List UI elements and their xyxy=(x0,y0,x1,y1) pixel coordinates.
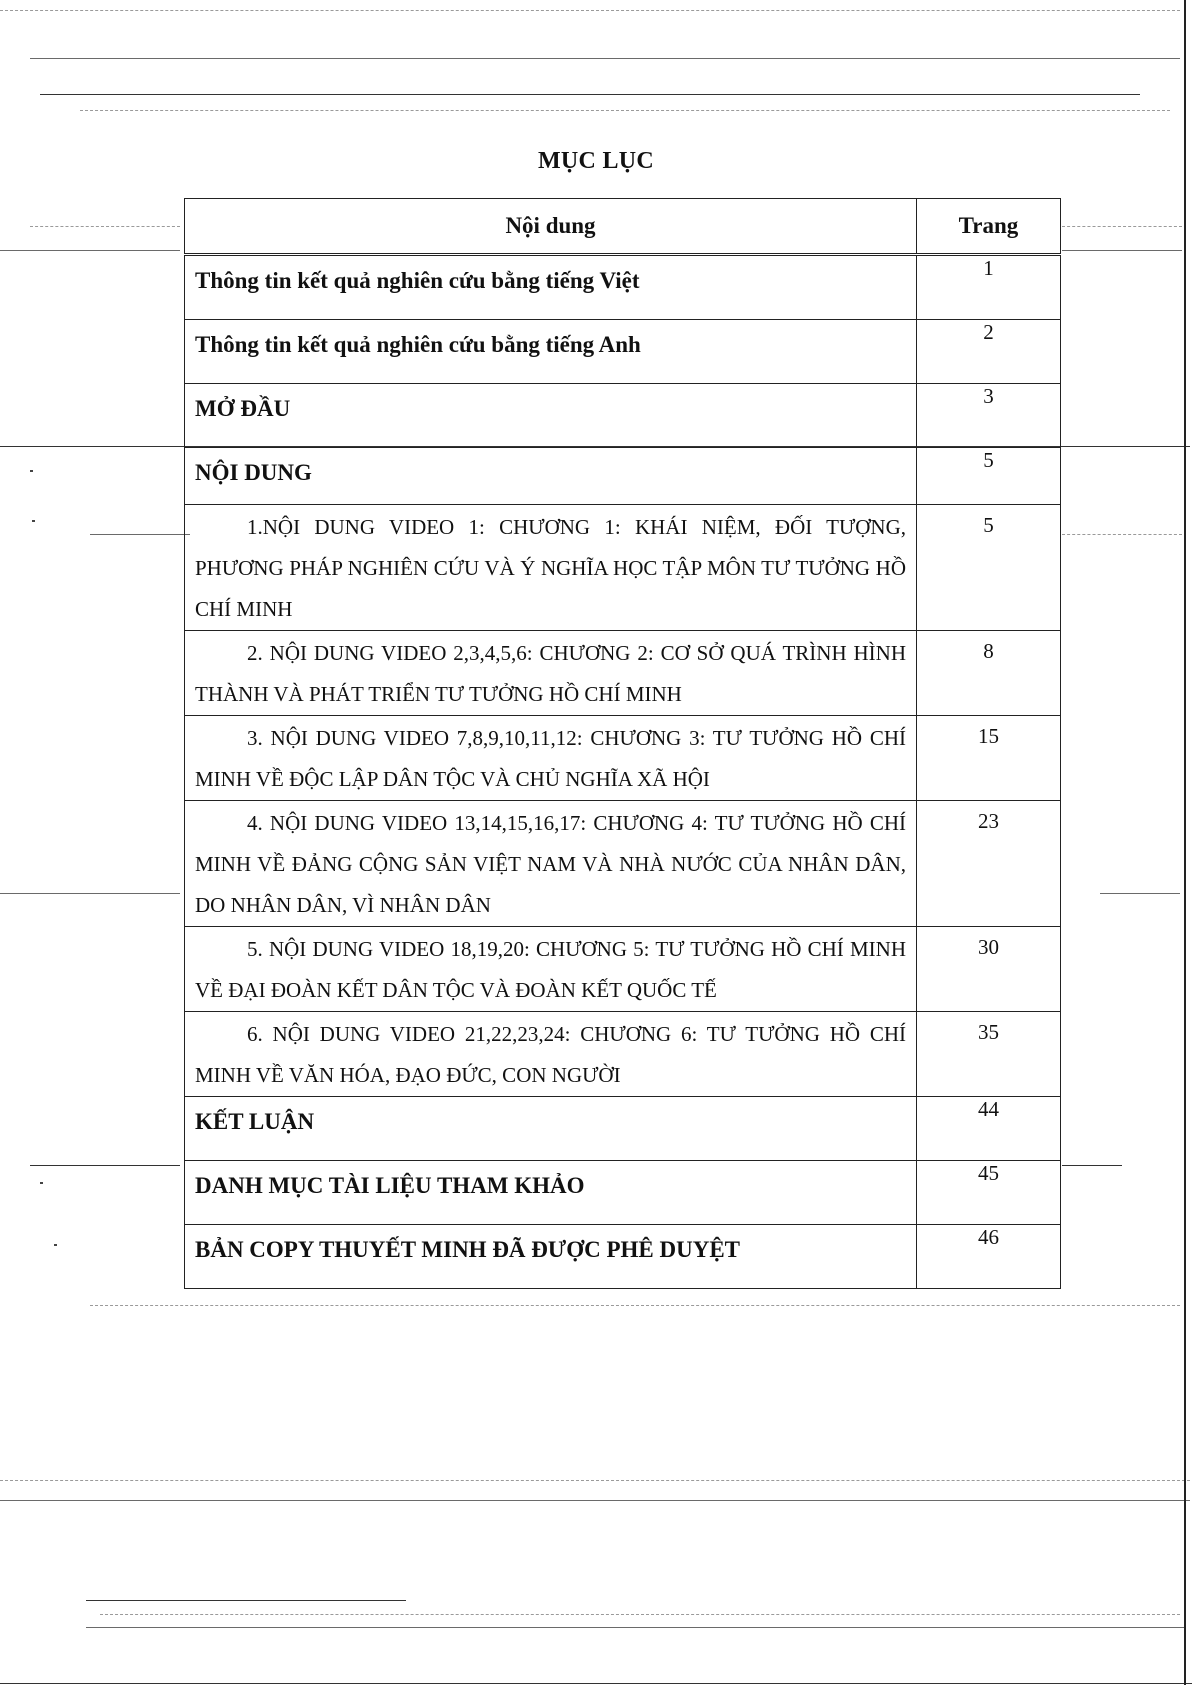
table-row xyxy=(185,1161,1061,1225)
toc-entry-text: 6. NỘI DUNG VIDEO 21,22,23,24: CHƯƠNG 6: TƯ TƯỞNG HỒ CHÍ MINH VỀ VĂN HÓA, ĐẠO ĐỨC, CON NGƯỜI xyxy=(185,1012,917,1097)
toc-entry-text: MỞ ĐẦU xyxy=(185,384,917,448)
scan-artifact-line xyxy=(0,1480,1190,1481)
table-row xyxy=(185,384,1061,448)
toc-entry-text: 3. NỘI DUNG VIDEO 7,8,9,10,11,12: CHƯƠNG 3: TƯ TƯỞNG HỒ CHÍ MINH VỀ ĐỘC LẬP DÂN TỘC VÀ CHỦ NGHĨA XÃ HỘI xyxy=(185,716,917,801)
toc-entry-page: 2 xyxy=(917,320,1061,384)
toc-entry-text: NỘI DUNG xyxy=(185,448,917,505)
table-row xyxy=(185,448,1061,505)
toc-entry-page: 46 xyxy=(917,1225,1061,1289)
table-row xyxy=(185,505,1061,631)
scan-artifact-line xyxy=(30,58,1180,59)
toc-entry-page: 3 xyxy=(917,384,1061,448)
toc-entry-page: 30 xyxy=(917,927,1061,1012)
page-title: MỤC LỤC xyxy=(537,148,655,174)
scan-speck xyxy=(30,470,33,472)
header-content: Nội dung xyxy=(185,199,917,255)
toc-entry-text: DANH MỤC TÀI LIỆU THAM KHẢO xyxy=(185,1161,917,1225)
toc-entry-text: Thông tin kết quả nghiên cứu bằng tiếng Việt xyxy=(185,255,917,320)
toc-entry-page: 8 xyxy=(917,631,1061,716)
toc-entry-text: 2. NỘI DUNG VIDEO 2,3,4,5,6: CHƯƠNG 2: CƠ SỞ QUÁ TRÌNH HÌNH THÀNH VÀ PHÁT TRIỂN TƯ TƯỞNG HỒ CHÍ MINH xyxy=(185,631,917,716)
header-page: Trang xyxy=(917,199,1061,255)
toc-entry-page: 15 xyxy=(917,716,1061,801)
table-row xyxy=(185,1225,1061,1289)
toc-entry-text: BẢN COPY THUYẾT MINH ĐÃ ĐƯỢC PHÊ DUYỆT xyxy=(185,1225,917,1289)
scan-speck xyxy=(32,520,35,522)
toc-entry-text: KẾT LUẬN xyxy=(185,1097,917,1161)
scan-artifact-line xyxy=(90,1305,1180,1306)
scan-artifact-line xyxy=(90,534,190,535)
table-row xyxy=(185,716,1061,801)
scan-artifact-line xyxy=(0,893,180,894)
scan-artifact-edge xyxy=(1184,0,1186,1685)
scan-artifact-line xyxy=(86,1627,1186,1628)
table-row xyxy=(185,1097,1061,1161)
scan-artifact-line xyxy=(0,10,1180,11)
table-row xyxy=(185,320,1061,384)
toc-entry-text: Thông tin kết quả nghiên cứu bằng tiếng Anh xyxy=(185,320,917,384)
scan-artifact-line xyxy=(86,1600,406,1601)
toc-entry-page: 23 xyxy=(917,801,1061,927)
scan-artifact-line xyxy=(40,94,1140,95)
toc-entry-text: 5. NỘI DUNG VIDEO 18,19,20: CHƯƠNG 5: TƯ TƯỞNG HỒ CHÍ MINH VỀ ĐẠI ĐOÀN KẾT DÂN TỘC VÀ ĐOÀN KẾT QUỐC TẾ xyxy=(185,927,917,1012)
scan-speck xyxy=(40,1182,43,1184)
table-row xyxy=(185,801,1061,927)
toc-entry-page: 44 xyxy=(917,1097,1061,1161)
scan-artifact-line xyxy=(1062,226,1182,227)
toc-entry-text: 1.NỘI DUNG VIDEO 1: CHƯƠNG 1: KHÁI NIỆM, ĐỐI TƯỢNG, PHƯƠNG PHÁP NGHIÊN CỨU VÀ Ý NGHĨA HỌC TẬP MÔN TƯ TƯỞNG HỒ CHÍ MINH xyxy=(185,505,917,631)
scan-artifact-line xyxy=(30,226,180,227)
table-row xyxy=(185,255,1061,320)
scan-artifact-line xyxy=(0,250,180,251)
toc-entry-page: 5 xyxy=(917,448,1061,505)
scan-artifact-line xyxy=(1062,250,1182,251)
scan-artifact-line xyxy=(100,1614,1180,1615)
scan-speck xyxy=(54,1244,57,1246)
toc-entry-page: 5 xyxy=(917,505,1061,631)
scan-artifact-line xyxy=(1062,534,1182,535)
scan-artifact-line xyxy=(1062,1165,1122,1166)
table-row xyxy=(185,631,1061,716)
table-row xyxy=(185,927,1061,1012)
table-header-row xyxy=(185,199,1061,255)
table-row xyxy=(185,1012,1061,1097)
toc-entry-page: 45 xyxy=(917,1161,1061,1225)
toc-entry-text: 4. NỘI DUNG VIDEO 13,14,15,16,17: CHƯƠNG 4: TƯ TƯỞNG HỒ CHÍ MINH VỀ ĐẢNG CỘNG SẢN VIỆT NAM VÀ NHÀ NƯỚC CỦA NHÂN DÂN, DO NHÂN DÂN, VÌ NHÂN DÂN xyxy=(185,801,917,927)
scan-artifact-line xyxy=(0,1500,1190,1501)
scan-artifact-line xyxy=(1100,893,1180,894)
table-of-contents xyxy=(184,198,1061,1289)
scan-artifact-line xyxy=(30,1165,180,1166)
toc-entry-page: 35 xyxy=(917,1012,1061,1097)
scan-artifact-line xyxy=(0,1683,1192,1684)
scan-artifact-line xyxy=(80,110,1170,111)
toc-entry-page: 1 xyxy=(917,255,1061,320)
